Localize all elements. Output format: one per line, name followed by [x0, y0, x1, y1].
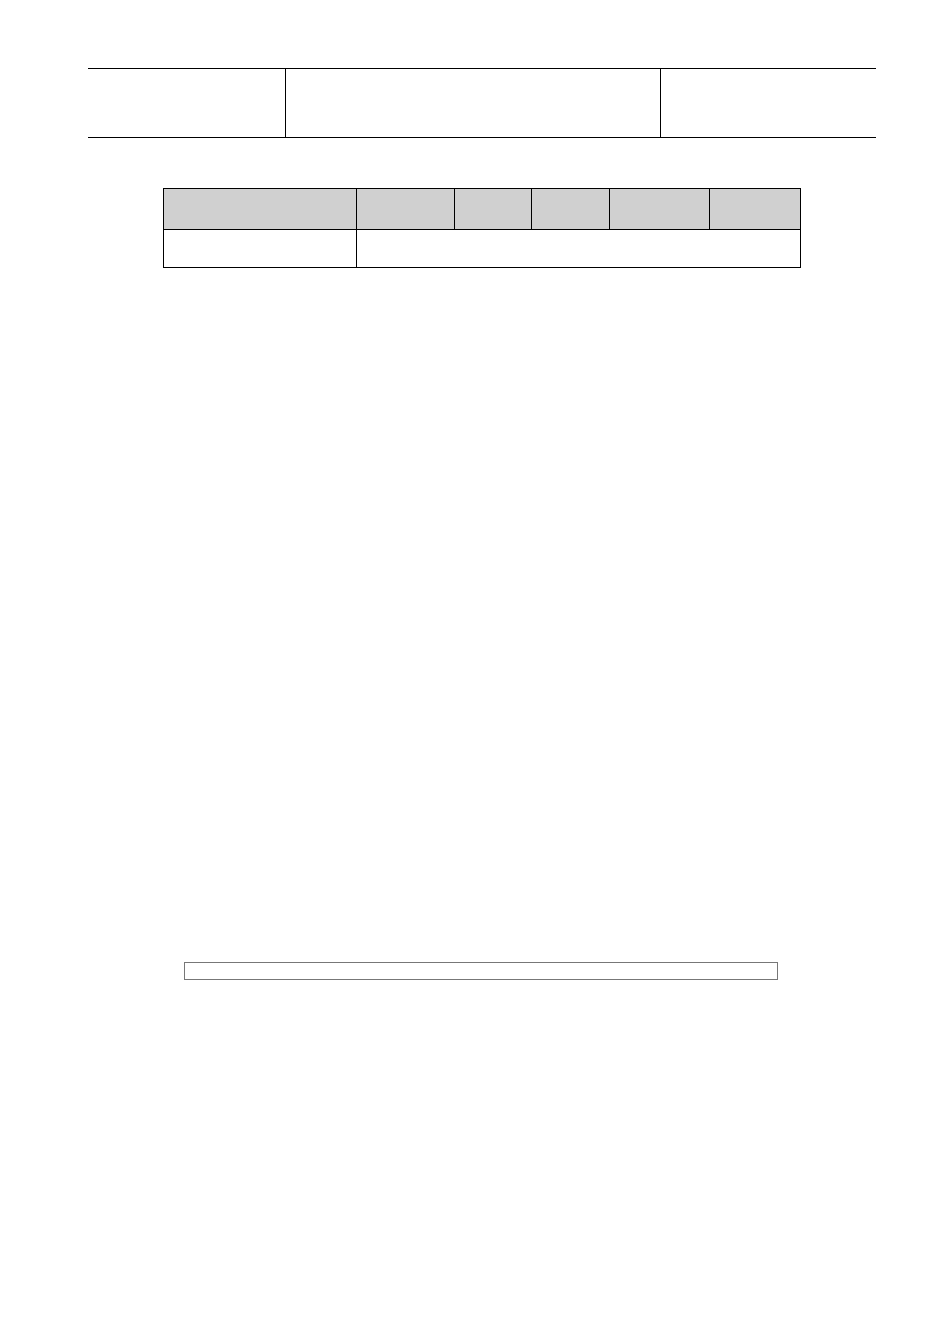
total-row — [164, 230, 801, 268]
page-label — [661, 69, 876, 137]
motto — [286, 69, 661, 137]
total-label — [164, 230, 357, 268]
header-meta — [88, 69, 286, 137]
total-value — [356, 230, 800, 268]
col-year-2 — [454, 189, 532, 230]
col-year-5 — [710, 189, 801, 230]
table-header-row — [164, 189, 801, 230]
chart-legend — [184, 962, 778, 980]
page-header — [88, 68, 876, 138]
col-year-3 — [532, 189, 610, 230]
col-year-1 — [356, 189, 454, 230]
col-year-4 — [610, 189, 710, 230]
value-chart — [182, 660, 762, 945]
value-table — [163, 188, 801, 268]
table-corner — [164, 189, 357, 230]
